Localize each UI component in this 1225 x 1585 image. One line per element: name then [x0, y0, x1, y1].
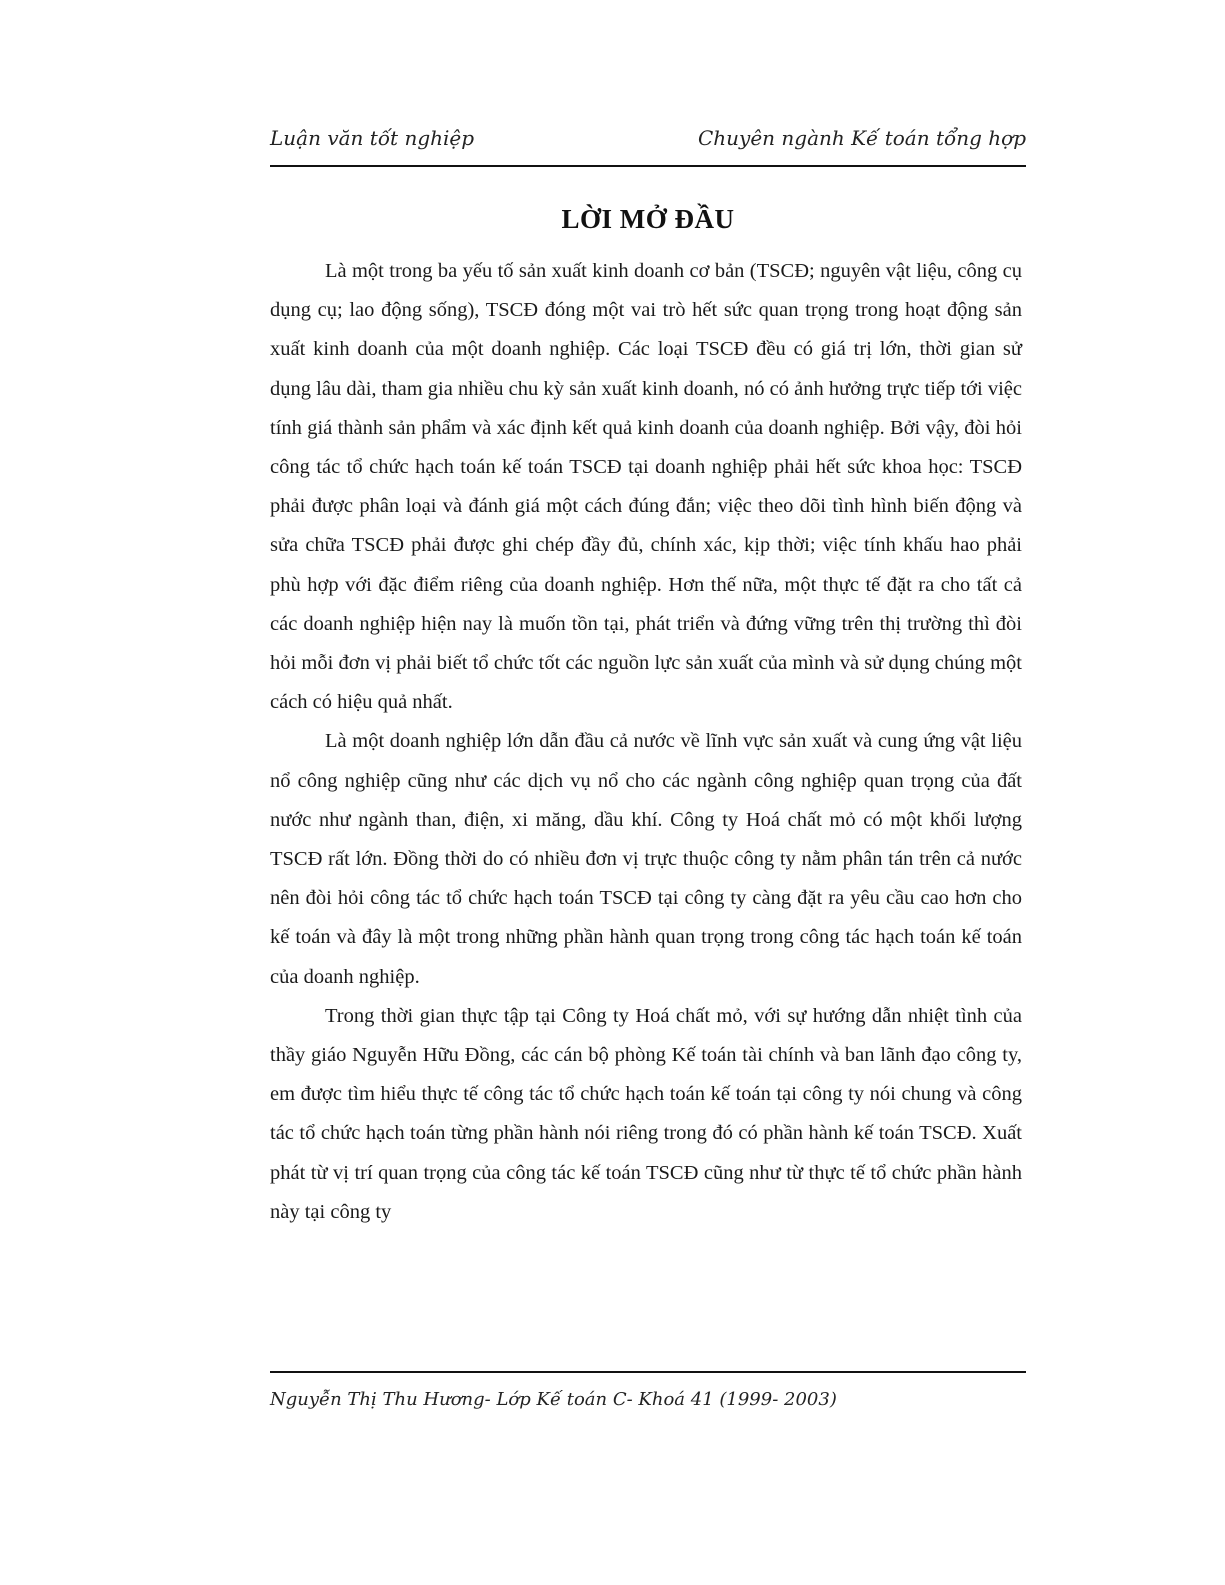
paragraph-2: Là một doanh nghiệp lớn dẫn đầu cả nước về lĩnh vực sản xuất và cung ứng vật liệu nổ công nghiệp cũng như các dịch vụ nổ cho các ngành công nghiệp quan trọng của đất nước như ngành than, điện, xi măng, dầu khí. Công ty Hoá chất mỏ có một khối lượng TSCĐ rất lớn. Đồng thời do có nhiều đơn vị trực thuộc công ty nằm phân tán trên cả nước nên đòi hỏi công tác tổ chức hạch toán TSCĐ tại công ty càng đặt ra yêu cầu cao hơn cho kế toán và đây là một trong những phần hành quan trọng trong công tác hạch toán kế toán của doanh nghiệp. [270, 730, 1022, 988]
header-divider [270, 165, 1026, 167]
page-footer: Nguyễn Thị Thu Hương- Lớp Kế toán C- Khoá 41 (1999- 2003) [270, 1389, 837, 1410]
page-title: LỜI MỞ ĐẦU [561, 204, 735, 234]
paragraph-3: Trong thời gian thực tập tại Công ty Hoá chất mỏ, với sự hướng dẫn nhiệt tình của thầy giáo Nguyễn Hữu Đồng, các cán bộ phòng Kế toán tài chính và ban lãnh đạo công ty, em được tìm hiểu thực tế công tác tổ chức hạch toán kế toán tại công ty nói chung và công tác tổ chức hạch toán từng phần hành nói riêng trong đó có phần hành kế toán TSCĐ. Xuất phát từ vị trí quan trọng của công tác kế toán TSCĐ cũng như từ thực tế tổ chức phần hành này tại công ty [270, 1004, 1022, 1223]
header-right-text: Chuyên ngành Kế toán tổng hợp [697, 126, 1026, 150]
footer-divider [270, 1371, 1026, 1373]
body-text [270, 252, 1022, 1232]
header-left-text: Luận văn tốt nghiệp [270, 126, 475, 150]
page-header [270, 118, 1026, 158]
paragraph-1: Là một trong ba yếu tố sản xuất kinh doanh cơ bản (TSCĐ; nguyên vật liệu, công cụ dụng cụ; lao động sống), TSCĐ đóng một vai trò hết sức quan trọng trong hoạt động sản xuất kinh doanh của một doanh nghiệp. Các loại TSCĐ đều có giá trị lớn, thời gian sử dụng lâu dài, tham gia nhiều chu kỳ sản xuất kinh doanh, nó có ảnh hưởng trực tiếp tới việc tính giá thành sản phẩm và xác định kết quả kinh doanh của doanh nghiệp. Bởi vậy, đòi hỏi công tác tổ chức hạch toán kế toán TSCĐ tại doanh nghiệp phải hết sức khoa học: TSCĐ phải được phân loại và đánh giá một cách đúng đắn; việc theo dõi tình hình biến động và sửa chữa TSCĐ phải được ghi chép đầy đủ, chính xác, kịp thời; việc tính khấu hao phải phù hợp với đặc điểm riêng của doanh nghiệp. Hơn thế nữa, một thực tế đặt ra cho tất cả các doanh nghiệp hiện nay là muốn tồn tại, phát triển và đứng vững trên thị trường thì đòi hỏi mỗi đơn vị phải biết tổ chức tốt các nguồn lực sản xuất của mình và sử dụng chúng một cách có hiệu quả nhất. [270, 260, 1022, 714]
